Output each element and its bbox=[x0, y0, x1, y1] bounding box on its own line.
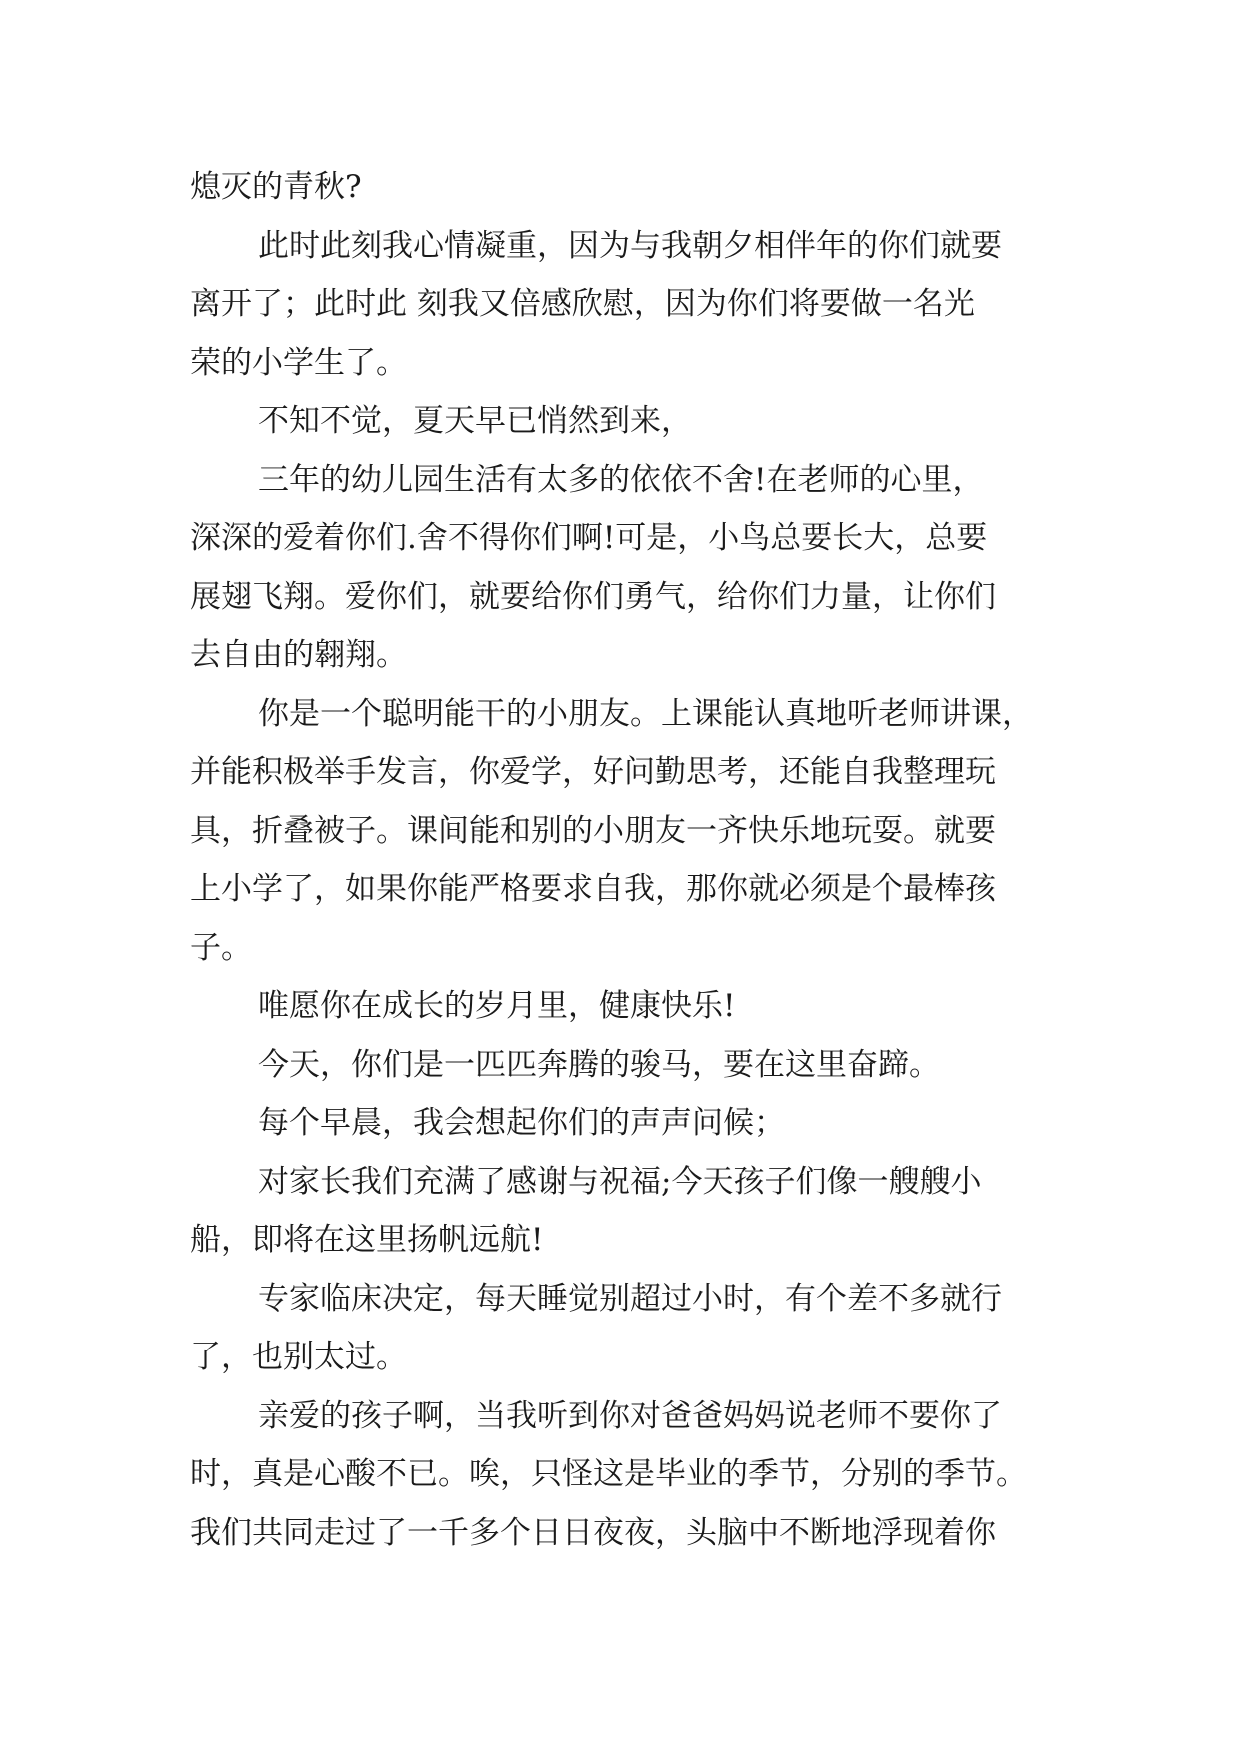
text-line: 离开了；此时此 刻我又倍感欣慰，因为你们将要做一名光 bbox=[190, 286, 975, 322]
text-line: 去自由的翱翔。 bbox=[190, 637, 407, 673]
text-line: 荣的小学生了。 bbox=[190, 344, 407, 381]
text-line: 展翅飞翔。爱你们，就要给你们勇气，给你们力量，让你们 bbox=[190, 578, 996, 615]
text-line: 船，即将在这里扬帆远航! bbox=[190, 1222, 544, 1258]
text-line: 深深的爱着你们.舍不得你们啊!可是，小鸟总要长大，总要 bbox=[190, 520, 988, 556]
text-line: 了，也别太过。 bbox=[190, 1339, 407, 1375]
document-body bbox=[190, 158, 1056, 1562]
text-line: 每个早晨，我会想起你们的声声问候； bbox=[258, 1105, 785, 1141]
text-line: 亲爱的孩子啊，当我听到你对爸爸妈妈说老师不要你了 bbox=[258, 1397, 1002, 1434]
text-line: 唯愿你在成长的岁月里，健康快乐! bbox=[258, 988, 736, 1024]
text-line: 并能积极举手发言，你爱学，好问勤思考，还能自我整理玩 bbox=[190, 754, 996, 790]
text-line: 三年的幼儿园生活有太多的依依不舍!在老师的心里， bbox=[258, 461, 984, 498]
text-line: 专家临床决定，每天睡觉别超过小时，有个差不多就行 bbox=[258, 1280, 1002, 1317]
text-line: 此时此刻我心情凝重，因为与我朝夕相伴年的你们就要 bbox=[258, 227, 1002, 264]
text-line: 你是一个聪明能干的小朋友。上课能认真地听老师讲课， bbox=[258, 695, 1033, 732]
text-line: 子。 bbox=[190, 929, 252, 966]
text-line: 上小学了，如果你能严格要求自我，那你就必须是个最棒孩 bbox=[190, 871, 996, 907]
text-line: 具，折叠被子。课间能和别的小朋友一齐快乐地玩耍。就要 bbox=[190, 812, 996, 849]
text-line: 对家长我们充满了感谢与祝福;今天孩子们像一艘艘小 bbox=[258, 1163, 982, 1200]
text-line: 时，真是心酸不已。唉，只怪这是毕业的季节，分别的季节。 bbox=[190, 1456, 1027, 1492]
text-line: 我们共同走过了一千多个日日夜夜，头脑中不断地浮现着你 bbox=[190, 1514, 996, 1551]
text-line: 今天，你们是一匹匹奔腾的骏马，要在这里奋蹄。 bbox=[258, 1046, 940, 1083]
text-line: 熄灭的青秋? bbox=[190, 169, 362, 205]
text-line: 不知不觉，夏天早已悄然到来， bbox=[258, 403, 692, 439]
